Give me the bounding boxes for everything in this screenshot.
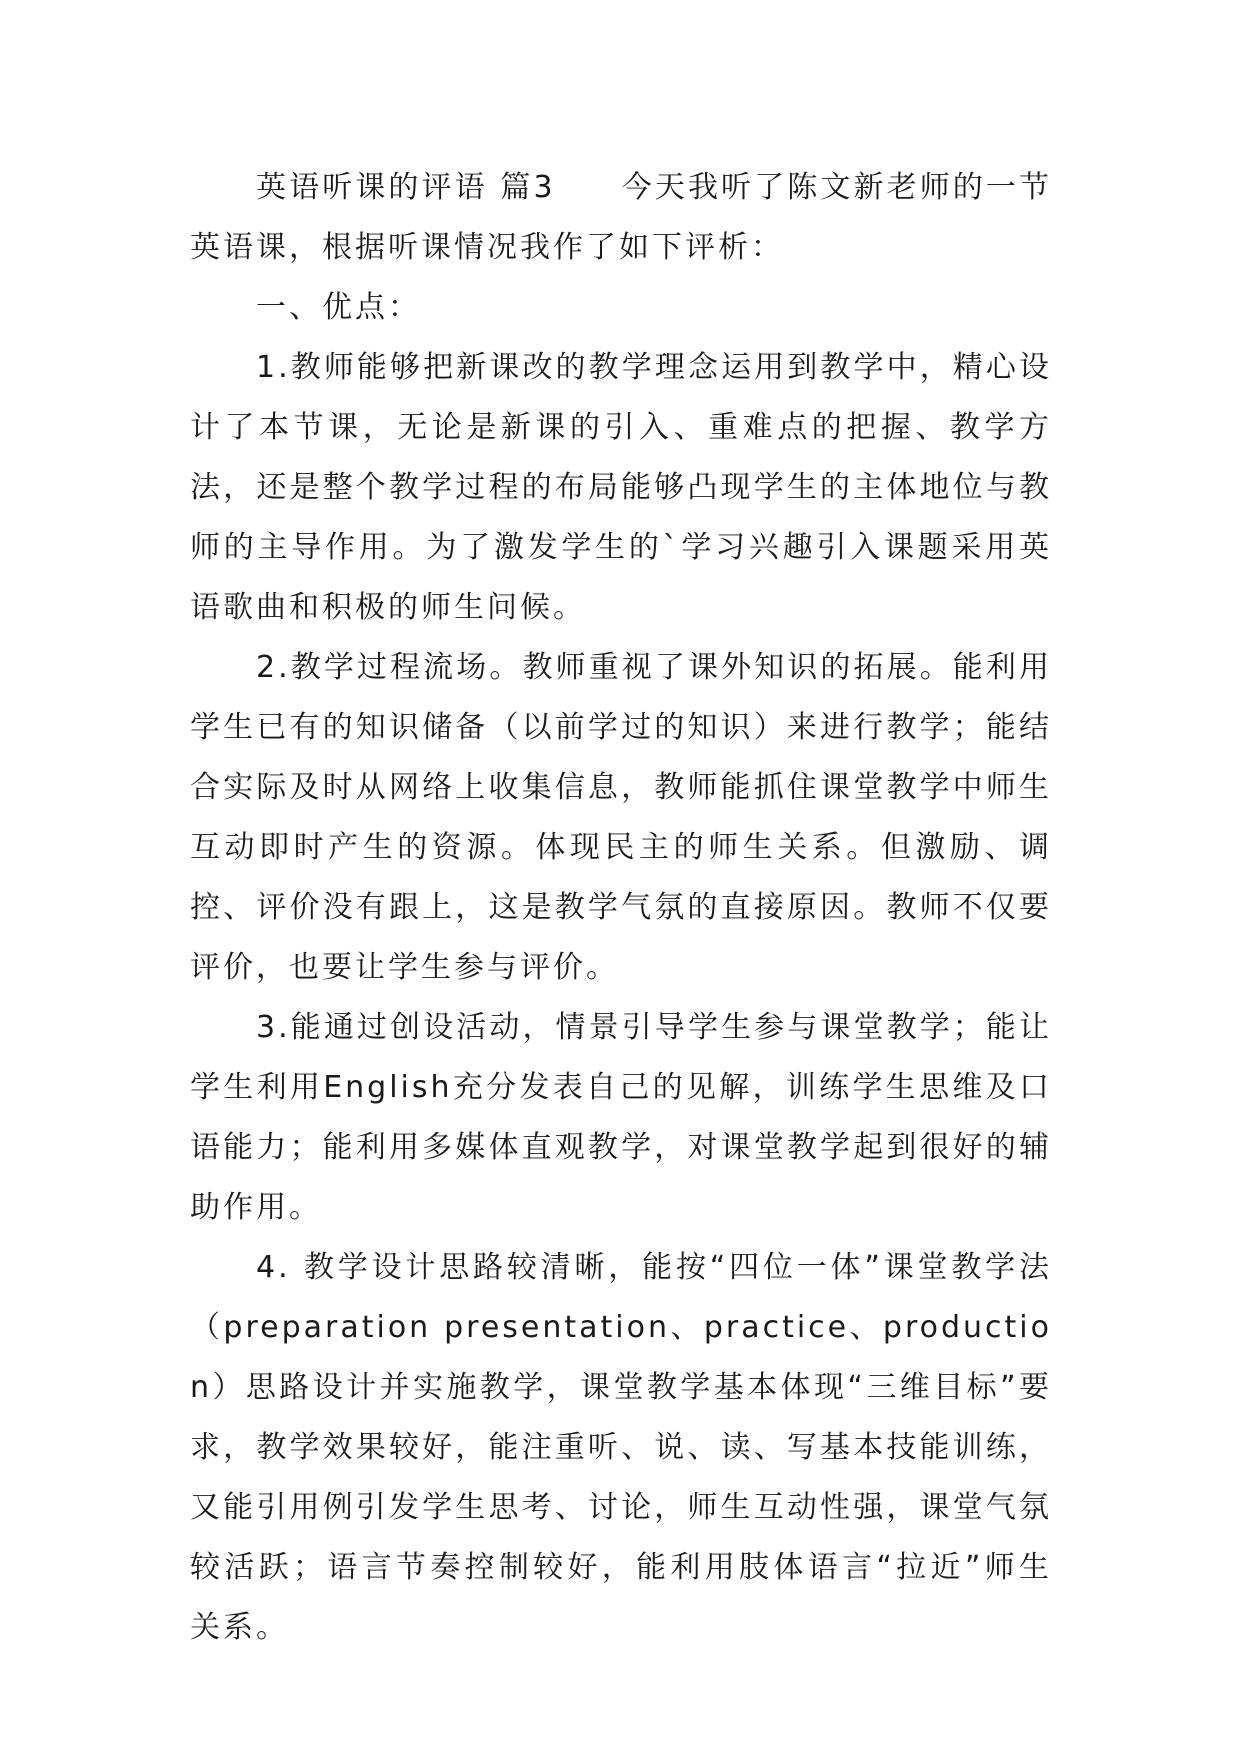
point-paragraph-2: 2.教学过程流场。教师重视了课外知识的拓展。能利用学生已有的知识储备（以前学过的知识）来进行教学；能结合实际及时从网络上收集信息，教师能抓住课堂教学中师生互动即时产生的资源。体现民主的师生关系。但激励、调控、评价没有跟上，这是教学气氛的直接原因。教师不仅要评价，也要让学生参与评价。 [190, 650, 1052, 985]
section-label: 篇3 [500, 170, 556, 205]
title-paragraph [190, 158, 1052, 278]
point-paragraph-1: 1.教师能够把新课改的教学理念运用到教学中，精心设计了本节课，无论是新课的引入、重难点的把握、教学方法，还是整个教学过程的布局能够凸现学生的主体地位与教师的主导作用。为了激发学生的`学习兴趣引入课题采用英语歌曲和积极的师生问候。 [190, 350, 1052, 625]
point-paragraph-3: 3.能通过创设活动，情景引导学生参与课堂教学；能让学生利用English充分发表自己的见解，训练学生思维及口语能力；能利用多媒体直观教学，对课堂教学起到很好的辅助作用。 [190, 1010, 1052, 1225]
document-body [190, 158, 1052, 1658]
point-paragraph-4: 4. 教学设计思路较清晰，能按“四位一体”课堂教学法（preparation presentation、practice、production）思路设计并实施教学，课堂教学基本体现“三维目标”要求，教学效果较好，能注重听、说、读、写基本技能训练，又能引用例引发学生思考、讨论，师生互动性强，课堂气氛较活跃；语言节奏控制较好，能利用肢体语言“拉近”师生关系。 [190, 1250, 1052, 1645]
intro-text: 今天我听了陈文新老师的一节英语课，根据听课情况我作了如下评析： [190, 170, 1053, 265]
document-title: 英语听课的评语 [256, 170, 488, 205]
subheading: 一、优点： [256, 290, 421, 325]
